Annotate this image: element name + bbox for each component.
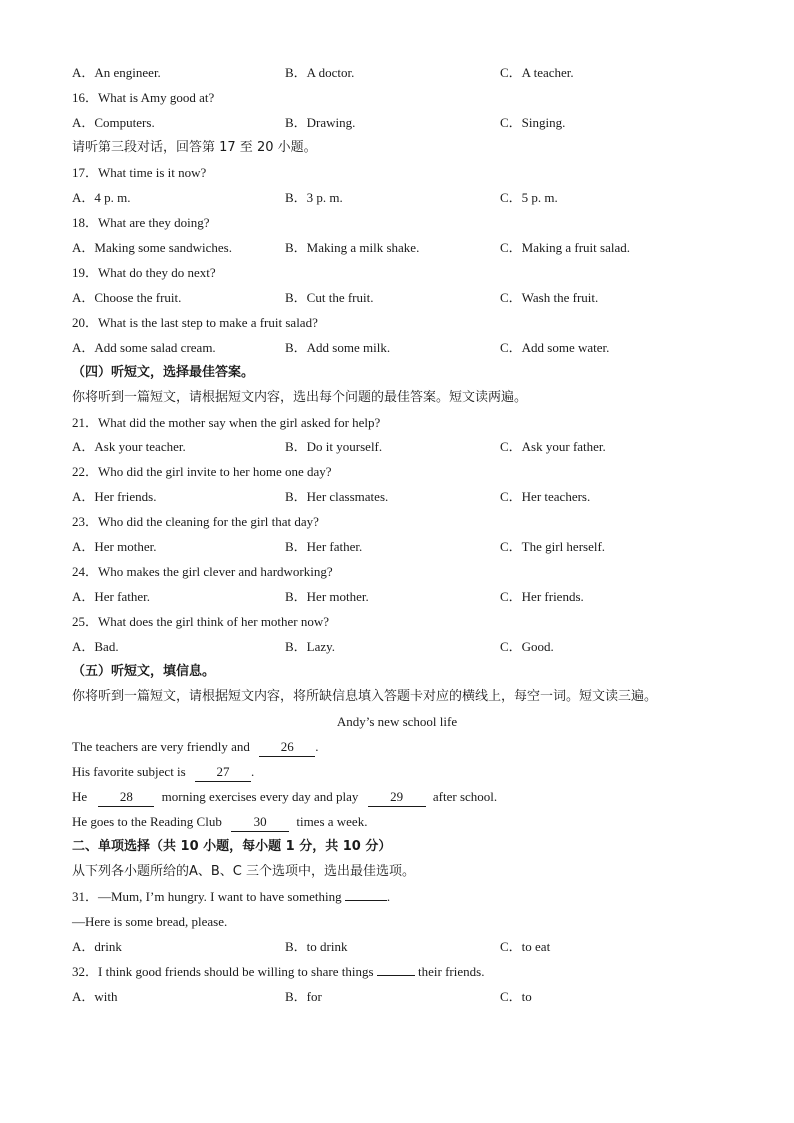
q17-question: 17．What time is it now? xyxy=(72,165,207,180)
passage-line-1 xyxy=(72,736,318,758)
section4-instruction: 你将听到一篇短文，请根据短文内容，选出每个问题的最佳答案。短文读两遍。 xyxy=(72,390,528,405)
q15-option-b: B．A doctor. xyxy=(285,65,355,80)
q22-option-a: A．Her friends. xyxy=(72,489,157,504)
section5-instruction: 你将听到一篇短文，请根据短文内容，将所缺信息填入答题卡对应的横线上，每空一词。短文读三遍。 xyxy=(72,689,658,704)
q32-question-end: their friends. xyxy=(418,964,485,979)
blank-29: 29 xyxy=(368,788,426,807)
q31-option-a: A．drink xyxy=(72,939,122,954)
q17-option-a: A．4 p. m. xyxy=(72,190,131,205)
q31-option-c: C．to eat xyxy=(500,939,551,954)
passage-line-4-end: times a week. xyxy=(296,814,368,829)
q23-option-c: C．The girl herself. xyxy=(500,539,606,554)
passage-line-2-end: . xyxy=(250,764,255,779)
q20-option-a: A．Add some salad cream. xyxy=(72,340,216,355)
q22-option-b: B．Her classmates. xyxy=(285,489,389,504)
q24-option-c: C．Her friends. xyxy=(500,589,584,604)
passage-line-1-end: . xyxy=(315,739,319,754)
q24-option-b: B．Her mother. xyxy=(285,589,369,604)
blank-27: 27 xyxy=(195,763,251,782)
passage-line-3-end: after school. xyxy=(432,789,498,804)
q19-option-a: A．Choose the fruit. xyxy=(72,290,182,305)
q31-option-b: B．to drink xyxy=(285,939,348,954)
passage-line-4-start: He goes to the Reading Club xyxy=(72,814,222,829)
q32-blank xyxy=(377,961,415,976)
q18-question: 18．What are they doing? xyxy=(72,215,210,230)
passage-line-3-mid: morning exercises every day and play xyxy=(161,789,359,804)
passage-title: Andy’s new school life xyxy=(336,714,458,729)
passage-line-3 xyxy=(72,786,497,808)
section4-heading: （四）听短文，选择最佳答案。 xyxy=(72,365,255,380)
q31-blank xyxy=(345,886,387,901)
q16-question: 16．What is Amy good at? xyxy=(72,90,215,105)
q17-option-c: C．5 p. m. xyxy=(500,190,558,205)
passage-line-4 xyxy=(72,811,367,833)
q32-question-text: 32．I think good friends should be willing to share things xyxy=(72,964,374,979)
q25-option-a: A．Bad. xyxy=(72,639,119,654)
q31-question-text: 31．—Mum, I’m hungry. I want to have something xyxy=(72,889,342,904)
passage-line-2-text: His favorite subject is xyxy=(72,764,186,779)
q23-option-b: B．Her father. xyxy=(285,539,363,554)
part2-instruction: 从下列各小题所给的A、B、C 三个选项中，选出最佳选项。 xyxy=(72,864,416,879)
q24-option-a: A．Her father. xyxy=(72,589,150,604)
q31-question xyxy=(72,886,390,908)
q32-option-a: A．with xyxy=(72,989,118,1004)
q31-reply: —Here is some bread, please. xyxy=(72,914,228,929)
q16-option-a: A．Computers. xyxy=(72,115,155,130)
q18-option-c: C．Making a fruit salad. xyxy=(500,240,630,255)
blank-26: 26 xyxy=(259,738,315,757)
q20-option-c: C．Add some water. xyxy=(500,340,610,355)
q16-option-c: C．Singing. xyxy=(500,115,566,130)
q22-question: 22．Who did the girl invite to her home one day? xyxy=(72,464,332,479)
q22-option-c: C．Her teachers. xyxy=(500,489,591,504)
q21-option-a: A．Ask your teacher. xyxy=(72,439,186,454)
q25-question: 25．What does the girl think of her mother now? xyxy=(72,614,330,629)
q25-option-b: B．Lazy. xyxy=(285,639,336,654)
part2-heading: 二、单项选择（共 10 小题，每小题 1 分，共 10 分） xyxy=(72,839,392,854)
q24-question: 24．Who makes the girl clever and hardworking? xyxy=(72,564,333,579)
section5-heading: （五）听短文，填信息。 xyxy=(72,664,216,679)
q32-option-b: B．for xyxy=(285,989,322,1004)
passage-line-1-text: The teachers are very friendly and xyxy=(72,739,250,754)
q18-option-a: A．Making some sandwiches. xyxy=(72,240,232,255)
part3-instruction: 请听第三段对话，回答第 17 至 20 小题。 xyxy=(72,140,317,155)
q20-question: 20．What is the last step to make a fruit salad? xyxy=(72,315,318,330)
q18-option-b: B．Making a milk shake. xyxy=(285,240,420,255)
q21-option-b: B．Do it yourself. xyxy=(285,439,383,454)
blank-28: 28 xyxy=(98,788,154,807)
passage-line-3-start: He xyxy=(72,789,88,804)
q25-option-c: C．Good. xyxy=(500,639,554,654)
q19-option-b: B．Cut the fruit. xyxy=(285,290,374,305)
q16-option-b: B．Drawing. xyxy=(285,115,356,130)
q23-option-a: A．Her mother. xyxy=(72,539,157,554)
passage-line-2 xyxy=(72,761,254,783)
q23-question: 23．Who did the cleaning for the girl that day? xyxy=(72,514,319,529)
q17-option-b: B．3 p. m. xyxy=(285,190,343,205)
q19-option-c: C．Wash the fruit. xyxy=(500,290,599,305)
q31-question-end: . xyxy=(386,889,391,904)
q32-question xyxy=(72,961,484,983)
q20-option-b: B．Add some milk. xyxy=(285,340,391,355)
q21-option-c: C．Ask your father. xyxy=(500,439,606,454)
blank-30: 30 xyxy=(231,813,289,832)
q19-question: 19．What do they do next? xyxy=(72,265,216,280)
q15-option-a: A．An engineer. xyxy=(72,65,161,80)
q32-option-c: C．to xyxy=(500,989,532,1004)
q21-question: 21．What did the mother say when the girl asked for help? xyxy=(72,415,381,430)
q15-option-c: C．A teacher. xyxy=(500,65,574,80)
